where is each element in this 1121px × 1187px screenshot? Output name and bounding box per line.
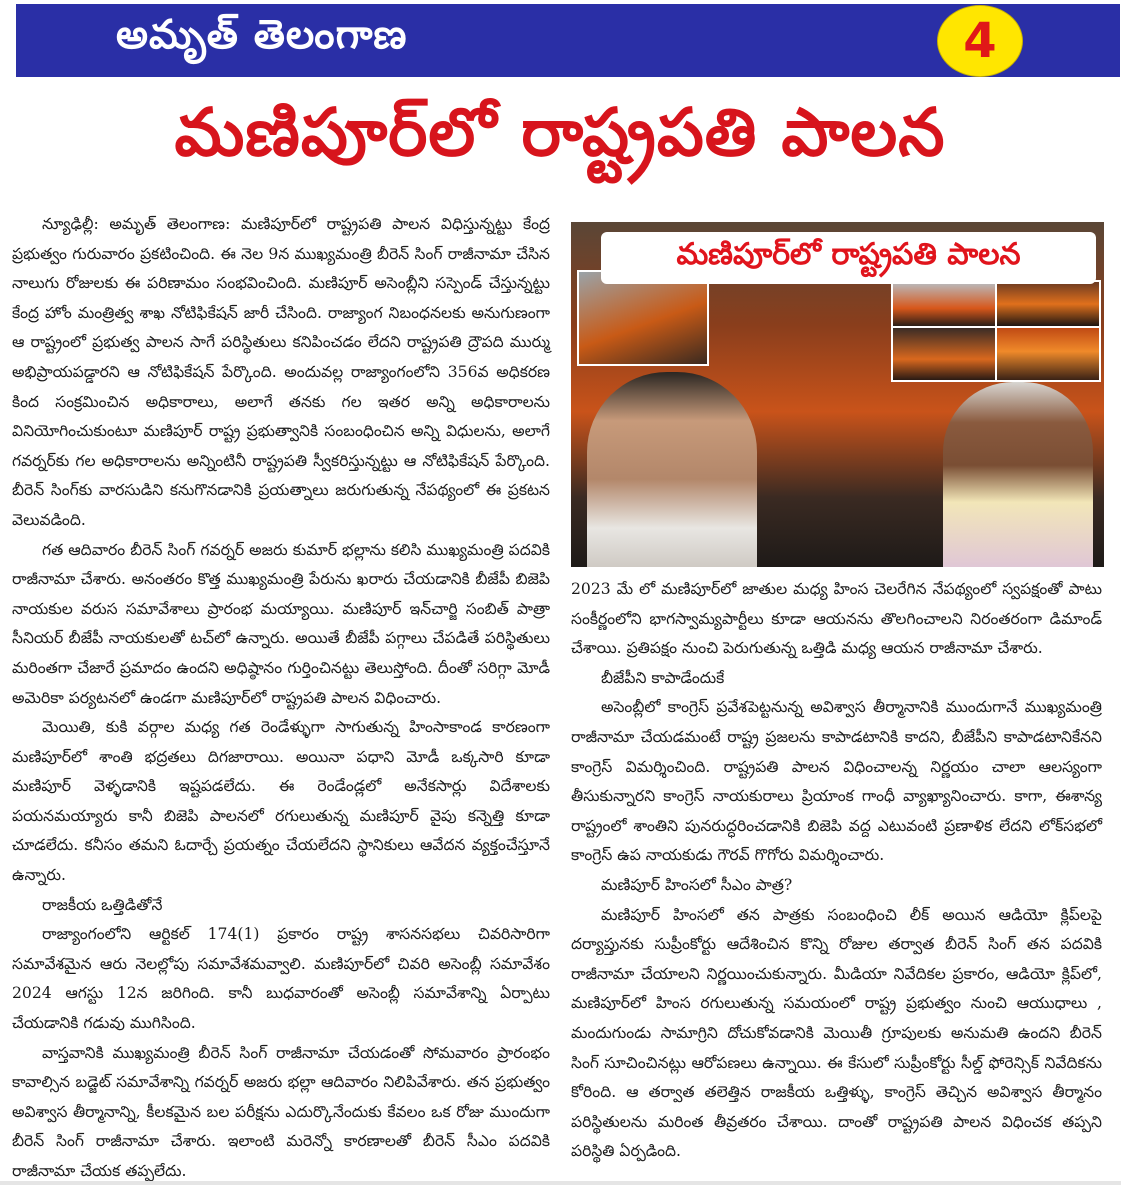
article-subheading: రాజకీయ ఒత్తిడితోనే xyxy=(42,895,163,914)
article-paragraph: మెయితి, కుకి వర్గాల మధ్య గత రెండేళ్ళుగా సాగుతున్న హింసాకాండ కారణంగా మణిపూర్‌లో శాంతి భద్రతలు దిగజారాయి. అయినా పధాని మోడీ ఒక్కసారి కూడా మణిపూర్ వెళ్ళడానికి ఇష్టపడలేదు. ఈ రెండేండ్లలో అనేకసార్లు విదేశాలకు పయనమయ్యారు కానీ బిజెపి పాలనలో రగులుతున్న మణిపూర్ వైపు కన్నెత్తి కూడా చూడలేదు. కనీసం తమని ఓదార్చే ప్రయత్నం చేయలేదని స్థానికులు ఆవేదన వ్యక్తంచేస్తూనే ఉన్నారు. xyxy=(12,718,550,885)
portrait-chief-minister xyxy=(587,372,757,567)
article-subheading: బీజేపీని కాపాడేందుకే xyxy=(601,668,725,687)
inset-photo-fire-4 xyxy=(995,326,1101,382)
inset-photo-fire-2 xyxy=(995,280,1101,328)
article-left-column xyxy=(12,210,550,1187)
article-paragraph: 2023 మే లో మణిపూర్‌లో జాతుల మధ్య హింస చెలరేగిన నేపథ్యంలో స్వపక్షంతో పాటు సంకీర్ణంలోని భాగస్వామ్యపార్టీలు కూడా ఆయనను తొలగించాలని నిరంతరంగా డిమాండ్ చేశాయి. ప్రతిపక్షం నుంచి పెరుగుతున్న ఒత్తిడి మధ్య ఆయన రాజీనామా చేశారు. xyxy=(571,580,1102,658)
article-paragraph: మణిపూర్ హింసలో తన పాత్రకు సంబంధించి లీక్ అయిన ఆడియో క్లిప్‌లపై దర్యాప్తునకు సుప్రీంకోర్టు ఆదేశించిన కొన్ని రోజుల తర్వాత బీరెన్ సింగ్ తన పదవికి రాజీనామా చేయాలని నిర్ణయించుకున్నారు. మీడియా నివేదికల ప్రకారం, ఆడియో క్లిప్‌లో, మణిపూర్‌లో హింస రగులుతున్న సమయంలో రాష్ట్ర ప్రభుత్వం నుంచి ఆయుధాలు , మందుగుండు సామాగ్రిని దోచుకోవడానికి మెయితీ గ్రూపులకు అనుమతి ఉందని బీరెన్ సింగ్ సూచించినట్లు ఆరోపణలు ఉన్నాయి. ఈ కేసులో సుప్రీంకోర్టు సీల్డ్ ఫోరెన్సిక్ నివేదికను కోరింది. ఆ తర్వాత తలెత్తిన రాజకీయ ఒత్తిళ్ళు, కాంగ్రెస్ తెచ్చిన అవిశ్వాస తీర్మానం పరిస్థితులను మరింత తీవ్రతరం చేశాయి. దాంతో రాష్ట్రపతి పాలన విధించక తప్పని పరిస్థితి ఏర్పడింది. xyxy=(571,905,1102,1161)
article-paragraph: అసెంబ్లీలో కాంగ్రెస్ ప్రవేశపెట్టనున్న అవిశ్వాస తీర్మానానికి ముందుగానే ముఖ్యమంత్రి రాజీనామా చేయడమంటే రాష్ట్ర ప్రజలను కాపాడటానికి కాదని, బీజేపీని కాపాడటానికేనని కాంగ్రెస్ విమర్శించింది. రాష్ట్రపతి పాలన విధించాలన్న నిర్ణయం చాలా ఆలస్యంగా తీసుకున్నారని కాంగ్రెస్ నాయకురాలు ప్రియాంక గాంధీ వ్యాఖ్యానించారు. కాగా, ఈశాన్య రాష్ట్రంలో శాంతిని పునరుద్ధరించడానికి బిజెపి వద్ద ఎటువంటి ప్రణాళిక లేదని లోక్‌సభలో కాంగ్రెస్ ఉప నాయకుడు గౌరవ్ గొగోరు విమర్శించారు. xyxy=(571,698,1102,865)
inset-photo-fire-3 xyxy=(891,326,997,382)
page-number-badge: 4 xyxy=(937,5,1023,77)
photo-overlay-title: మణిపూర్‌లో రాష్ట్రపతి పాలన xyxy=(601,232,1096,284)
portrait-president xyxy=(943,382,1093,567)
article-paragraph: గత ఆదివారం బీరెన్ సింగ్ గవర్నర్ అజరు కుమార్ భల్లాను కలిసి ముఖ్యమంత్రి పదవికి రాజీనామా చేశారు. అనంతరం కొత్త ముఖ్యమంత్రి పేరును ఖరారు చేయడానికి బీజేపీ బిజెపి నాయకుల వరుస సమావేశాలు ప్రారంభ మయ్యాయి. మణిపూర్ ఇన్‌చార్జి సంబిత్ పాత్రా సీనియర్ బీజేపీ నాయకులతో టచ్‌లో ఉన్నారు. అయితే బీజేపీ పగ్గాలు చేపడితే పరిస్థితులు మరింతగా చేజారే ప్రమాదం ఉందని అధిష్ఠానం గుర్తించినట్టు తెలుస్తోంది. దీంతో సరిగ్గా మోడీ అమెరికా పర్యటనలో ఉండగా మణిపూర్‌లో రాష్ట్రపతి పాలన విధించారు. xyxy=(12,540,550,707)
article-paragraph: వాస్తవానికి ముఖ్యమంత్రి బీరెన్ సింగ్ రాజీనామా చేయడంతో సోమవారం ప్రారంభం కావాల్సిన బడ్జెట్ సమావేశాన్ని గవర్నర్ అజరు భల్లా ఆదివారం నిలిపివేశారు. తన ప్రభుత్వం అవిశ్వాస తీర్మానాన్ని, కీలకమైన బల పరీక్షను ఎదుర్కొనేందుకు కేవలం ఒక రోజు ముందుగా బీరెన్ సింగ్ రాజీనామా చేశారు. ఇలాంటి మరెన్నో కారణాలతో బీరెన్ సీఎం పదవికి రాజీనామా చేయక తప్పలేదు. xyxy=(12,1043,550,1180)
article-subheading: మణిపూర్ హింసలో సీఎం పాత్ర? xyxy=(601,875,793,894)
page-headline: మణిపూర్‌లో రాష్ట్రపతి పాలన xyxy=(174,94,946,171)
news-photo-collage xyxy=(571,222,1104,567)
article-right-column xyxy=(571,575,1102,1167)
inset-photo-fire-1 xyxy=(891,280,997,328)
article-paragraph: రాజ్యాంగంలోని ఆర్టికల్ 174(1) ప్రకారం రాష్ట్ర శాసనసభలు చివరిసారిగా సమావేశమైన ఆరు నెలల్లోపు సమావేశమవ్వాలి. మణిపూర్‌లో చివరి అసెంబ్లీ సమావేశం 2024 ఆగస్టు 12న జరిగింది. కానీ బుధవారంతో అసెంబ్లీ సమావేశాన్ని ఏర్పాటు చేయడానికి గడువు ముగిసింది. xyxy=(12,925,550,1033)
inset-photo-burning-car xyxy=(577,270,709,366)
article-paragraph: న్యూఢిల్లీ: అమృత్ తెలంగాణ: మణిపూర్‌లో రాష్ట్రపతి పాలన విధిస్తున్నట్టు కేంద్ర ప్రభుత్వం గురువారం ప్రకటించింది. ఈ నెల 9న ముఖ్యమంత్రి బీరెన్ సింగ్ రాజీనామా చేసిన నాలుగు రోజులకు ఈ పరిణామం సంభవించింది. మణిపూర్ అసెంబ్లీని సస్పెండ్ చేస్తున్నట్టు కేంద్ర హోం మంత్రిత్వ శాఖ నోటిఫికేషన్ జారీ చేసింది. రాజ్యాంగ నిబంధనలకు అనుగుణంగా ఆ రాష్ట్రంలో ప్రభుత్వ పాలన సాగే పరిస్థితులు కనిపించడం లేదని రాష్ట్రపతి ద్రౌపది ముర్ము అభిప్రాయపడ్డారని ఆ నోటిఫికేషన్ పేర్కొంది. అందువల్ల రాజ్యాంగంలోని 356వ అధికరణ కింద సంక్రమించిన అధికారాలు, అలాగే తనకు గల ఇతర అన్ని అధికారాలను వినియోగించుకుంటూ మణిపూర్ రాష్ట్ర ప్రభుత్వానికి సంబంధించిన అన్ని విధులను, అలాగే గవర్నర్‌కు గల అధికారాలను అన్నింటినీ రాష్ట్రపతి స్వీకరిస్తున్నట్టు ఆ నోటిఫికేషన్ పేర్కొంది. బీరెన్ సింగ్‌కు వారసుడిని కనుగొనడానికి ప్రయత్నాలు జరుగుతున్న నేపథ్యంలో ఈ ప్రకటన వెలువడింది. xyxy=(12,215,550,529)
page-bottom-rule xyxy=(0,1181,1121,1185)
newspaper-title: అమృత్ తెలంగాణ xyxy=(116,12,408,58)
